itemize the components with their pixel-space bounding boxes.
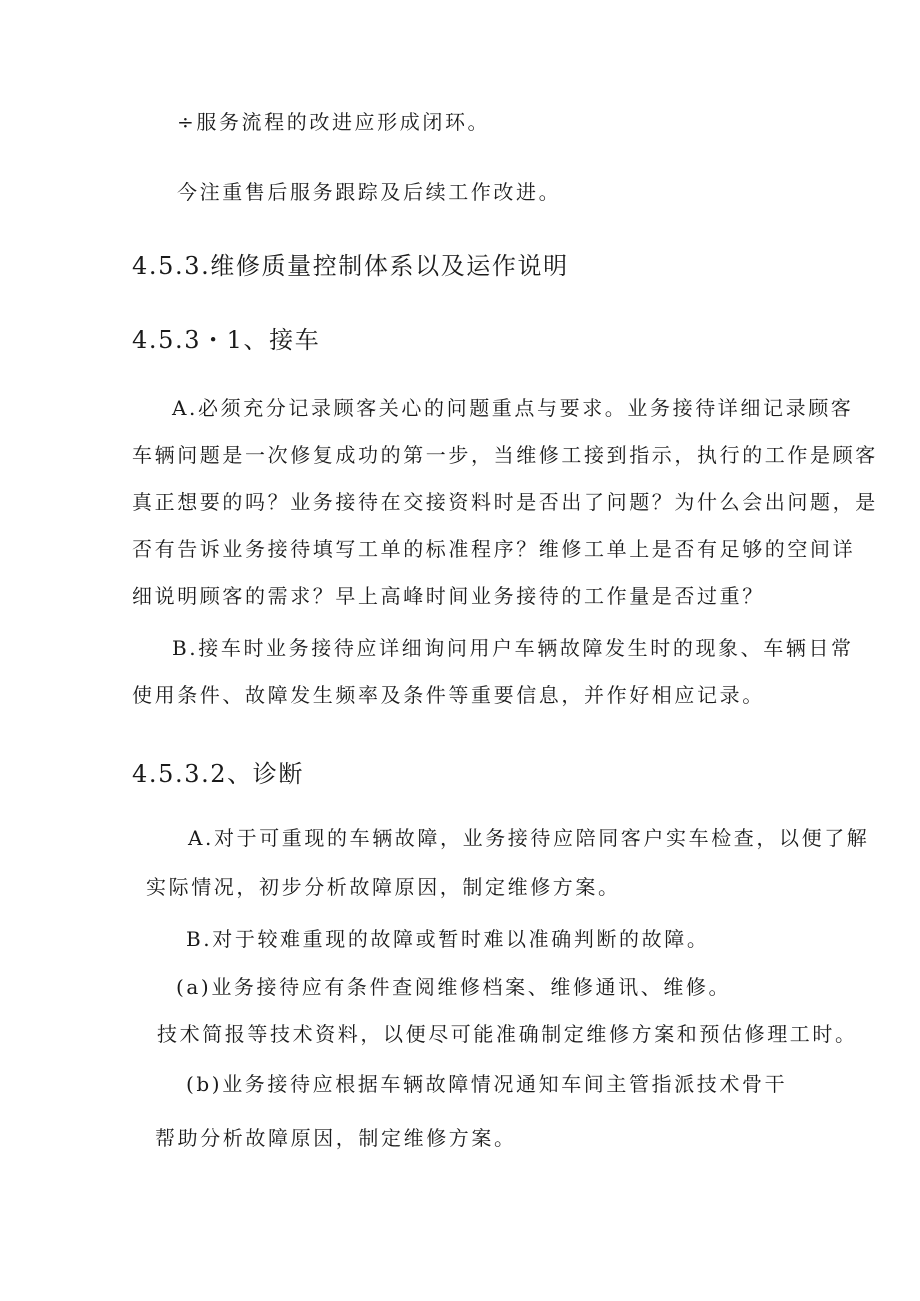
para-b-line-2: 使用条件、故障发生频率及条件等重要信息，并作好相应记录。 (132, 683, 765, 707)
para-a-line-4: 否有告诉业务接待填写工单的标准程序？维修工单上是否有足够的空间详 (132, 537, 856, 561)
diag-b-a-line-1: (a)业务接待应有条件查阅维修档案、维修通讯、维修。 (176, 975, 732, 999)
diag-b-b-line-2: 帮助分析故障原因，制定维修方案。 (155, 1126, 517, 1150)
para-a-line-1: A.必须充分记录顾客关心的问题重点与要求。业务接待详细记录顾客 (172, 396, 854, 420)
para-a-line-3: 真正想要的吗？业务接待在交接资料时是否出了问题？为什么会出问题，是 (132, 490, 878, 514)
diag-a-line-1: A.对于可重现的车辆故障，业务接待应陪同客户实车检查，以便了解 (188, 826, 870, 850)
section-heading-4-5-3-2: 4.5.3.2、诊断 (132, 760, 304, 788)
diag-b-b-line-1: (b)业务接待应根据车辆故障情况通知车间主管指派技术骨干 (186, 1072, 788, 1096)
bullet-line-1: ÷服务流程的改进应形成闭环。 (177, 110, 491, 134)
section-heading-4-5-3-1: 4.5.3・1、接车 (132, 326, 321, 354)
diag-a-line-2: 实际情况，初步分析故障原因，制定维修方案。 (146, 875, 621, 899)
para-a-line-5: 细说明顾客的需求？早上高峰时间业务接待的工作量是否过重？ (132, 584, 765, 608)
diag-b-a-line-2: 技术简报等技术资料，以便尽可能准确制定维修方案和预估修理工时。 (157, 1022, 858, 1046)
para-b-line-1: B.接车时业务接待应详细询问用户车辆故障发生时的现象、车辆日常 (172, 636, 854, 660)
diag-b-line: B.对于较难重现的故障或暂时难以准确判断的故障。 (186, 927, 710, 951)
para-a-line-2: 车辆问题是一次修复成功的第一步，当维修工接到指示，执行的工作是顾客 (132, 443, 878, 467)
section-heading-4-5-3: 4.5.3.维修质量控制体系以及运作说明 (132, 252, 569, 280)
bullet-line-2: 今注重售后服务跟踪及后续工作改进。 (177, 180, 562, 204)
